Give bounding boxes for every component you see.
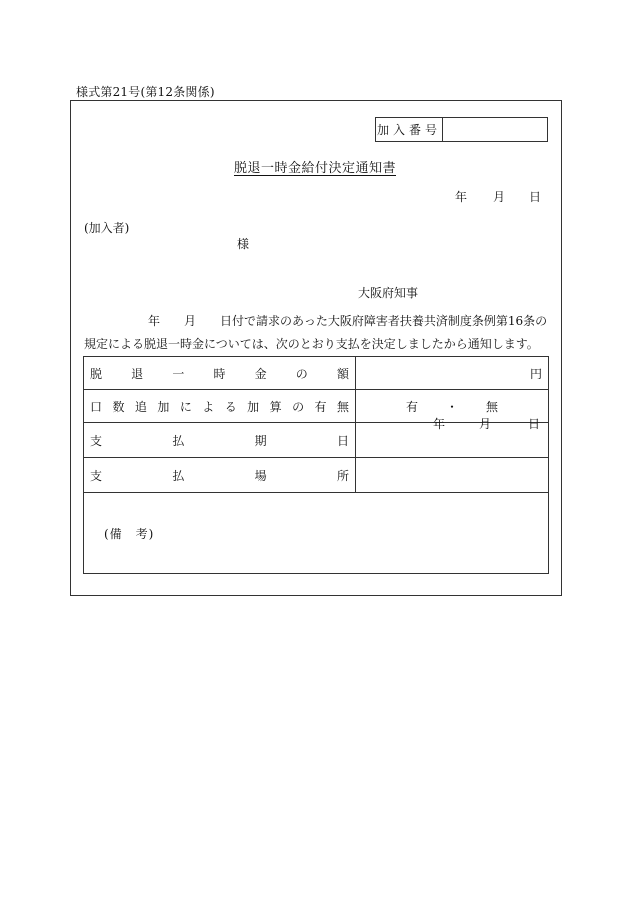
form-number: 様式第21号(第12条関係) <box>76 85 215 99</box>
table-row <box>84 458 549 493</box>
table-row <box>84 357 549 390</box>
yen-unit: 円 <box>529 366 542 381</box>
label-char: に <box>179 399 192 414</box>
body-date-year: 年 <box>148 314 161 328</box>
label-char: 場 <box>254 468 267 483</box>
body-line-1 <box>84 312 550 328</box>
body-date-month: 月 <box>184 314 197 328</box>
member-number-field[interactable] <box>443 118 547 141</box>
amount-value[interactable] <box>356 357 549 390</box>
payment-date-day: 日 <box>528 417 541 431</box>
label-char: 退 <box>131 366 144 381</box>
label-char: 金 <box>254 366 267 381</box>
label-char: 加 <box>157 399 170 414</box>
row-label-payment-date <box>84 423 356 458</box>
document-title <box>0 157 630 176</box>
label-char: 支 <box>90 433 103 448</box>
label-char: 一 <box>172 366 185 381</box>
label-char: 加 <box>247 399 260 414</box>
member-number-label: 加入番号 <box>376 118 443 141</box>
label-char: 算 <box>269 399 282 414</box>
remarks-label: (備 考) <box>104 526 155 541</box>
row-label-additional-units <box>84 390 356 423</box>
row-label-amount <box>84 357 356 390</box>
payment-table <box>83 356 549 574</box>
payment-date-month: 月 <box>479 417 492 431</box>
label-char: 払 <box>172 468 185 483</box>
payment-date-year: 年 <box>433 417 446 431</box>
issue-date-month: 月 <box>493 190 506 204</box>
body-line-1-text: 日付で請求のあった大阪府障害者扶養共済制度条例第16条の <box>220 314 548 328</box>
label-char: る <box>224 399 237 414</box>
label-char: の <box>292 399 305 414</box>
label-char: 口 <box>90 399 103 414</box>
additional-units-value[interactable] <box>356 390 549 423</box>
remarks-cell[interactable] <box>84 493 549 574</box>
table-row <box>84 423 549 458</box>
label-char: 払 <box>172 433 185 448</box>
payment-place-value[interactable] <box>356 458 549 493</box>
label-char: 期 <box>254 433 267 448</box>
table-row <box>84 493 549 574</box>
option-no[interactable]: 無 <box>486 399 499 414</box>
label-char: 日 <box>336 433 349 448</box>
recipient-honorific: 様 <box>237 237 250 251</box>
label-char: 脱 <box>90 366 103 381</box>
document-title-text: 脱退一時金給付決定通知書 <box>233 161 396 176</box>
payment-date-value[interactable] <box>356 417 549 458</box>
option-yes[interactable]: 有 <box>405 399 418 414</box>
member-number-box <box>375 117 548 142</box>
label-char: 支 <box>90 468 103 483</box>
label-char: 額 <box>336 366 349 381</box>
recipient-label: (加入者) <box>84 221 130 235</box>
option-separator: ・ <box>445 399 458 414</box>
label-char: 無 <box>336 399 349 414</box>
issuer-name: 大阪府知事 <box>358 286 419 300</box>
row-label-payment-place <box>84 458 356 493</box>
label-char: 追 <box>134 399 147 414</box>
label-char: 所 <box>336 468 349 483</box>
body-line-2: 規定による脱退一時金については、次のとおり支払を決定しましたから通知します。 <box>84 337 539 351</box>
issue-date-year: 年 <box>455 190 468 204</box>
label-char: の <box>295 366 308 381</box>
label-char: 数 <box>112 399 125 414</box>
label-char: 有 <box>314 399 327 414</box>
label-char: よ <box>202 399 215 414</box>
issue-date-day: 日 <box>529 190 542 204</box>
label-char: 時 <box>213 366 226 381</box>
